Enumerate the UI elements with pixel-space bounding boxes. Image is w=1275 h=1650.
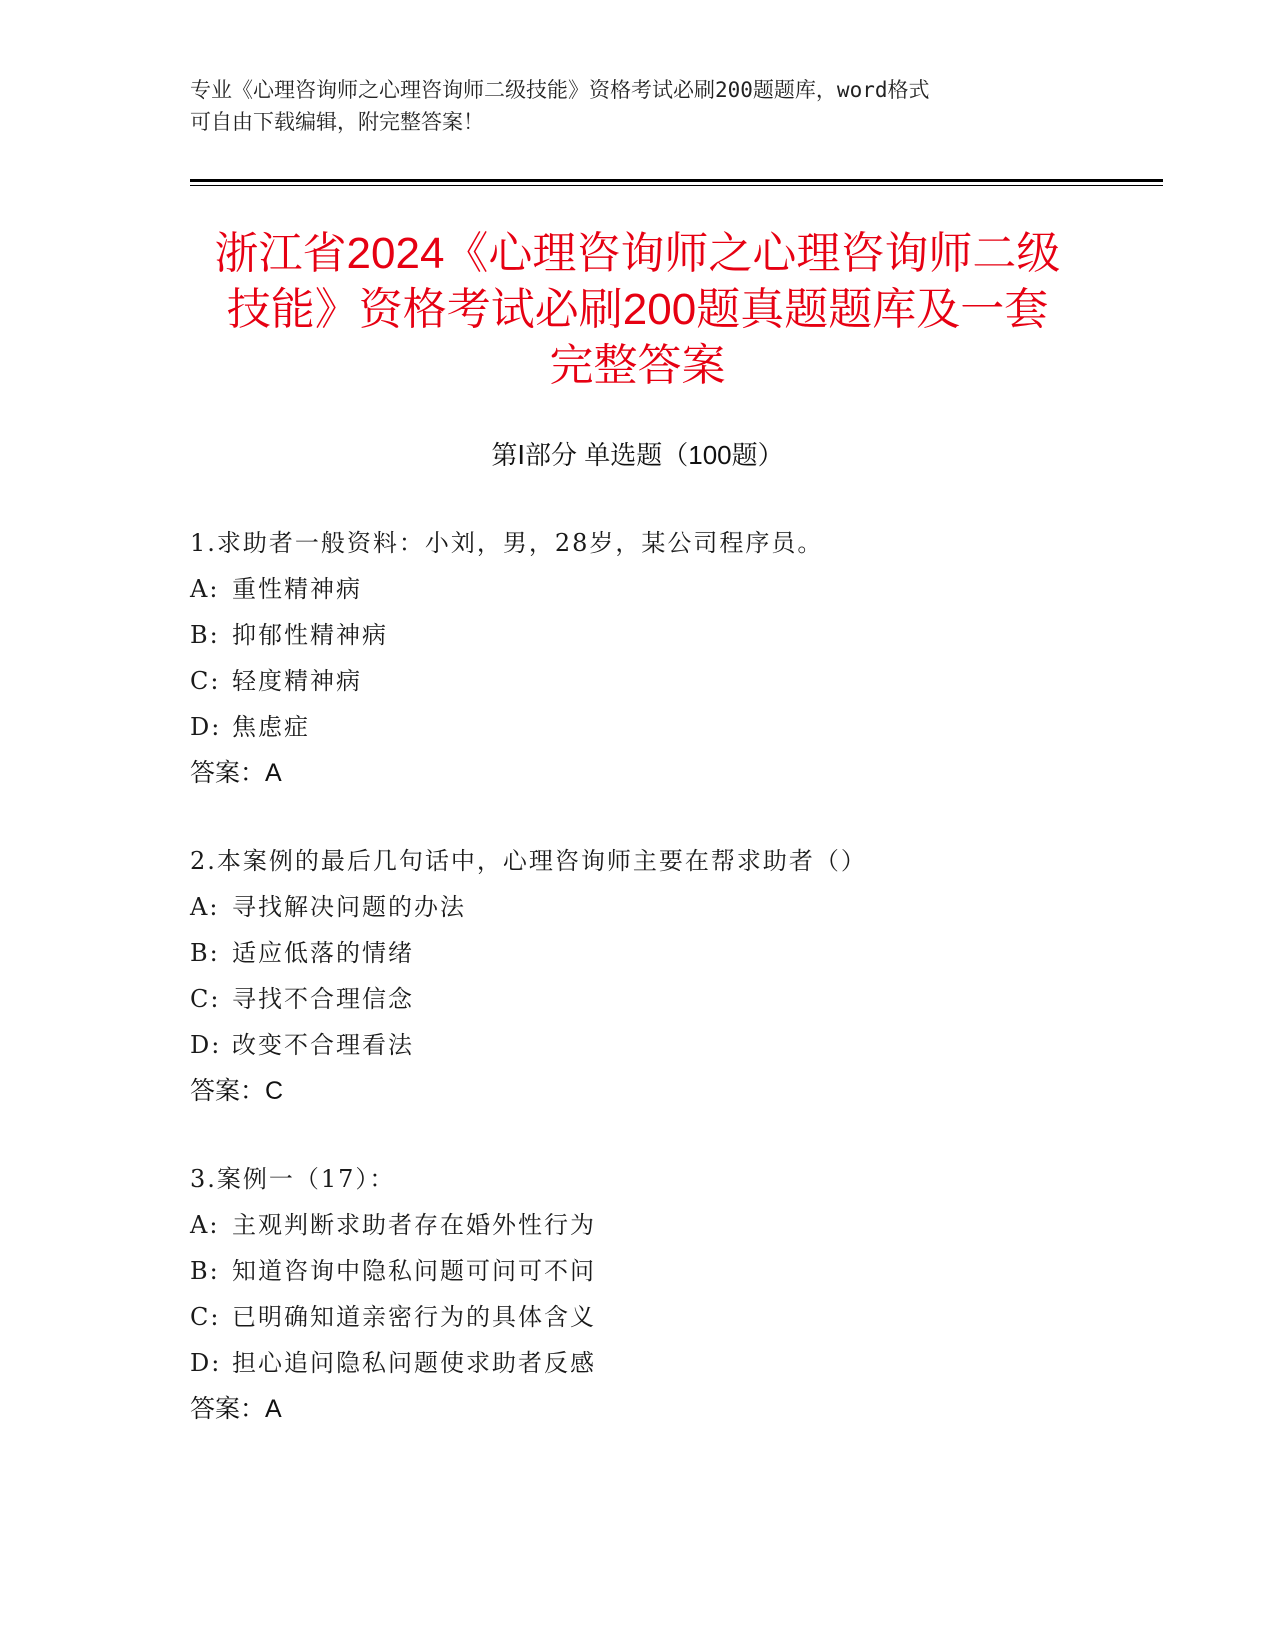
answer-line: 答案：C — [190, 1077, 284, 1105]
option-text: 抑郁性精神病 — [232, 621, 388, 649]
option-text: 知道咨询中隐私问题可问可不问 — [232, 1257, 596, 1285]
header-note-line-2: 可自由下载编辑，附完整答案！ — [190, 110, 484, 134]
option-text: 改变不合理看法 — [232, 1031, 414, 1059]
option-d — [190, 1022, 1090, 1068]
option-text: 已明确知道亲密行为的具体含义 — [232, 1303, 596, 1331]
option-text: 寻找不合理信念 — [232, 985, 414, 1013]
question-stem: 3.案例一（17）： — [190, 1165, 396, 1193]
option-letter: C: — [190, 985, 221, 1013]
option-letter: C: — [190, 667, 221, 695]
question-stem: 2.本案例的最后几句话中，心理咨询师主要在帮求助者（） — [190, 847, 867, 875]
option-letter: D: — [190, 713, 222, 741]
option-c — [190, 1294, 1090, 1340]
answer-line: 答案：A — [190, 1395, 282, 1423]
option-text: 轻度精神病 — [232, 667, 362, 695]
title-line-3: 完整答案 — [549, 341, 726, 390]
question-stem: 1.求助者一般资料：小刘，男，28岁，某公司程序员。 — [190, 529, 824, 557]
option-letter: B: — [190, 1257, 220, 1285]
option-letter: B: — [190, 939, 220, 967]
question-1 — [190, 520, 1090, 796]
answer-line: 答案：A — [190, 759, 282, 787]
header-note-line-1: 专业《心理咨询师之心理咨询师二级技能》资格考试必刷200题题库，word格式 — [190, 78, 930, 102]
option-text: 重性精神病 — [232, 575, 362, 603]
title-line-2: 技能》资格考试必刷200题真题题库及一套 — [226, 285, 1049, 334]
option-b — [190, 930, 1090, 976]
option-c — [190, 658, 1090, 704]
option-d — [190, 704, 1090, 750]
option-b — [190, 612, 1090, 658]
section-heading: 第Ⅰ部分 单选题（100题） — [491, 440, 784, 470]
option-a — [190, 1202, 1090, 1248]
option-letter: D: — [190, 1031, 222, 1059]
option-letter: C: — [190, 1303, 221, 1331]
title-line-1: 浙江省2024《心理咨询师之心理咨询师二级 — [214, 229, 1061, 278]
question-3 — [190, 1156, 1090, 1432]
option-letter: D: — [190, 1349, 222, 1377]
option-letter: A: — [190, 575, 220, 603]
option-text: 寻找解决问题的办法 — [232, 893, 466, 921]
question-2 — [190, 838, 1090, 1114]
option-text: 焦虑症 — [232, 713, 310, 741]
option-a — [190, 884, 1090, 930]
option-c — [190, 976, 1090, 1022]
option-text: 主观判断求助者存在婚外性行为 — [232, 1211, 596, 1239]
option-d — [190, 1340, 1090, 1386]
header-rule-thin — [190, 185, 1163, 186]
document-title — [140, 226, 1135, 394]
option-text: 担心追问隐私问题使求助者反感 — [232, 1349, 596, 1377]
option-letter: B: — [190, 621, 220, 649]
option-b — [190, 1248, 1090, 1294]
option-text: 适应低落的情绪 — [232, 939, 414, 967]
document-header-note — [190, 74, 1070, 138]
option-a — [190, 566, 1090, 612]
option-letter: A: — [190, 1211, 220, 1239]
option-letter: A: — [190, 893, 220, 921]
header-rule-thick — [190, 179, 1163, 182]
